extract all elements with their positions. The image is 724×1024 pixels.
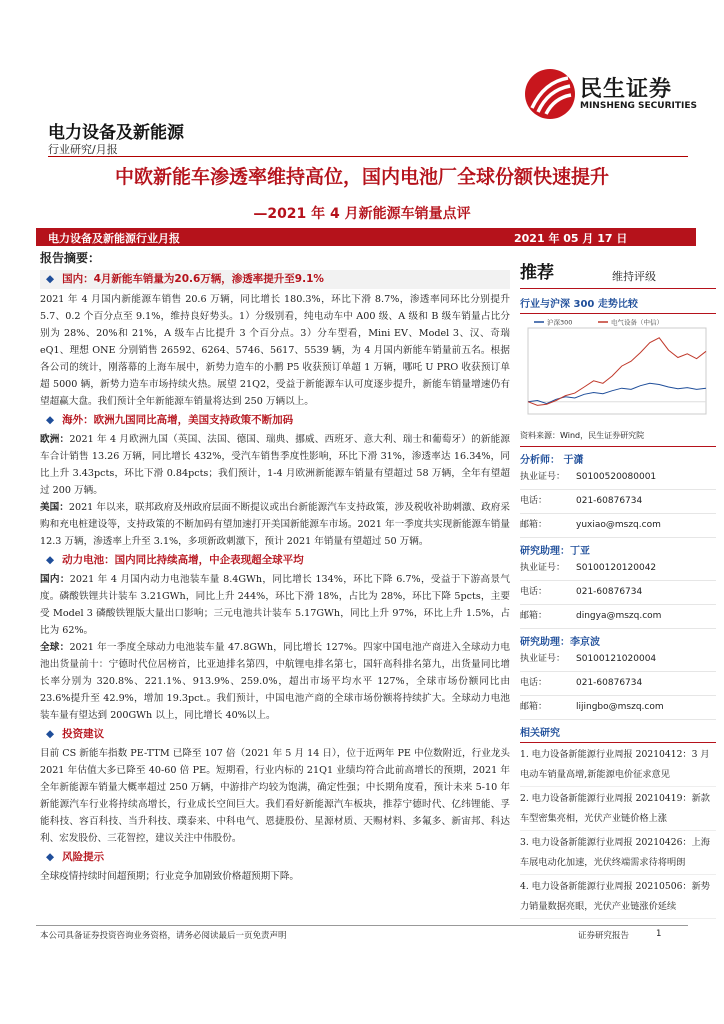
contact-value: S0100520080001 bbox=[576, 472, 657, 482]
contact-row bbox=[520, 514, 716, 538]
section-paragraph bbox=[40, 868, 510, 885]
contact-key: 电话： bbox=[520, 496, 548, 506]
paragraph-text: 2021 年 4 月国内新能源车销售 20.6 万辆，同比增长 180.3%，环比下滑 8.7%，渗透率同环比分别提升 5.7、0.2 个百分点至 9.1%，维持良好势头。1）分级别看，纯电动车中 A00 级、A 级和 B 级车销量占比分别为 28%、20%和 21%，A 级车占比提升 3 个百分点。3）分车型看，Mini EV、Model 3、汉、奇瑞 eQ1、理想 ONE 分别销售 26592、6264、5746、5617、5539 辆，为 4 月国内新能车销量前五名。根据各公司的统计，刚落幕的上海车展中，新势力造车的小鹏 P5 收获预订单超 1 万辆，哪吒 U PRO 收获预订单超 5000 辆，新势力造车市场持续火热。展望 21Q2，受益于新能源车认可度逐步提升，新能车销量增速仍有望超赢大盘。我们预计全年新能源车销量将达到 250 万辆以上。 bbox=[40, 294, 510, 407]
assistant-contact bbox=[520, 557, 716, 629]
paragraph-text: 全球疫情持续时间超预期；行业竞争加剧致价格超预期下降。 bbox=[40, 871, 300, 882]
analyst-heading bbox=[520, 451, 716, 466]
section-heading-text: 海外：欧洲九国同比高增，美国支持政策不断加码 bbox=[62, 414, 294, 426]
paragraph-text: 2021 年一季度全球动力电池装车量 47.8GWh，同比增长 127%。四家中国电池产商进入全球动力电池出货量前十：宁德时代位居榜首，比亚迪排名第四，中航锂电排名第七，国轩高科排名第九，出货量同比增长率分别为 320.8%、221.1%、913.9%、259.0%，超出市场平均水平 127%，全球市场份额同比由 23.6%提升至 42.9%，增加 19.3pct.。我们预计，中国电池产商的全球市场份额将持续扩大。全球动力电池装车量有望达到 200GWh 以上，同比增长 40%以上。 bbox=[40, 642, 510, 721]
related-report-link[interactable]: 2. 电力设备新能源行业周报 20210419：新款车型密集亮相，光伏产业链价格上涨 bbox=[520, 787, 716, 831]
contact-value[interactable]: dingya@mszq.com bbox=[576, 611, 662, 621]
paragraph-lead: 国内： bbox=[40, 574, 70, 585]
rating-block bbox=[520, 258, 716, 288]
contact-key: 邮箱： bbox=[520, 702, 548, 712]
section-heading-text: 投资建议 bbox=[62, 728, 105, 740]
logo-text-en: MINSHENG SECURITIES bbox=[580, 101, 697, 111]
diamond-bullet-icon: ◆ bbox=[46, 728, 55, 740]
paragraph-lead: 全球： bbox=[40, 642, 70, 653]
contact-key: 邮箱： bbox=[520, 611, 548, 621]
section-heading bbox=[40, 849, 510, 866]
contact-key: 电话： bbox=[520, 587, 548, 597]
contact-row bbox=[520, 581, 716, 605]
summary-column bbox=[40, 250, 510, 885]
summary-title: 报告摘要： bbox=[40, 251, 101, 265]
contact-row bbox=[520, 672, 716, 696]
rating-label: 维持评级 bbox=[612, 270, 656, 283]
chart-source: 资料来源：Wind，民生证券研究院 bbox=[520, 431, 645, 440]
contact-value: S0100120120042 bbox=[576, 563, 657, 573]
contact-row bbox=[520, 466, 716, 490]
diamond-bullet-icon: ◆ bbox=[46, 554, 55, 566]
contact-key: 执业证号： bbox=[520, 472, 566, 482]
assistant-contacts bbox=[520, 542, 716, 720]
summary-sections bbox=[40, 270, 510, 885]
contact-value: S0100121020004 bbox=[576, 654, 657, 664]
paragraph-text: 2021 年 4 月国内动力电池装车量 8.4GWh，同比增长 134%，环比下降 6.7%，受益于下游高景气度。磷酸铁锂共计装车 3.21GWh，同比上升 244%，环比下滑 18%，占比为 28%，环比下降 5pcts，主要受 Model 3 磷酸铁锂版大量出口影响；三元电池共计装车 5.17GWh，同比上升 97%，环比上升 1.5%，占比为 62%。 bbox=[40, 574, 511, 636]
section-heading bbox=[40, 552, 510, 569]
contact-row bbox=[520, 605, 716, 629]
minsheng-logo-icon bbox=[524, 68, 576, 120]
chart-title: 行业与沪深 300 走势比较 bbox=[520, 299, 638, 310]
sidebar-divider bbox=[520, 288, 716, 289]
section-paragraph bbox=[40, 499, 510, 550]
analyst-label: 分析师： bbox=[520, 455, 560, 466]
contact-row bbox=[520, 557, 716, 581]
banner-report-name: 电力设备及新能源行业月报 bbox=[48, 232, 180, 245]
performance-chart-svg bbox=[520, 314, 716, 426]
footer-divider bbox=[36, 925, 688, 926]
section-paragraph bbox=[40, 571, 510, 639]
contact-value: 021-60876734 bbox=[576, 496, 643, 506]
related-title: 相关研究 bbox=[520, 728, 560, 739]
contact-value: 021-60876734 bbox=[576, 587, 643, 597]
paragraph-lead: 欧洲： bbox=[40, 434, 70, 445]
source-divider bbox=[520, 446, 716, 447]
sector-name: 电力设备及新能源 bbox=[48, 123, 184, 143]
assistant-label: 研究助理： bbox=[520, 546, 570, 557]
section-paragraph bbox=[40, 431, 510, 499]
chart-legend-label: 电气设备（中信） bbox=[611, 318, 663, 327]
assistant-heading bbox=[520, 542, 716, 557]
diamond-bullet-icon: ◆ bbox=[46, 414, 55, 426]
contact-key: 执业证号： bbox=[520, 563, 566, 573]
related-list bbox=[520, 743, 716, 919]
section-paragraph bbox=[40, 745, 510, 847]
section-heading bbox=[40, 412, 510, 429]
contact-row bbox=[520, 696, 716, 720]
report-title: 中欧新能车渗透率维持高位，国内电池厂全球份额快速提升 bbox=[114, 166, 609, 188]
contact-value[interactable]: lijingbo@mszq.com bbox=[576, 702, 664, 712]
related-report-link[interactable]: 4. 电力设备新能源行业周报 20210506：新势力销量数据亮眼，光伏产业链涨价延续 bbox=[520, 875, 716, 919]
contact-value[interactable]: yuxiao@mszq.com bbox=[576, 520, 661, 530]
assistant-heading bbox=[520, 633, 716, 648]
assistant-name: 丁亚 bbox=[570, 546, 590, 557]
banner-date: 2021 年 05 月 17 日 bbox=[514, 232, 628, 245]
section-heading bbox=[40, 270, 510, 289]
diamond-bullet-icon: ◆ bbox=[46, 273, 55, 285]
contact-key: 邮箱： bbox=[520, 520, 548, 530]
related-report-link[interactable]: 3. 电力设备新能源行业周报 20210426：上海车展电动化加速，光伏终端需求待将明朗 bbox=[520, 831, 716, 875]
paragraph-text: 2021 年以来，联邦政府及州政府层面不断提议或出台新能源汽车支持政策，涉及税收补助刺激、政府采购和充电桩建设等，支持政策的不断加码有望加速打开美国新能源车市场。2021 年一季度共实现新能源车销量 12.3 万辆，渗透率上升至 3.1%，多项新政刺激下，预计 2021 年销量有望超过 50 万辆。 bbox=[40, 502, 511, 547]
assistant-label: 研究助理： bbox=[520, 637, 570, 648]
logo-text-cn: 民生证券 bbox=[580, 77, 673, 102]
page-number: 1 bbox=[656, 929, 662, 939]
performance-chart bbox=[520, 314, 716, 430]
section-heading-text: 动力电池：国内同比持续高增，中企表现超全球平均 bbox=[62, 554, 304, 566]
title-divider bbox=[48, 156, 688, 157]
section-paragraph bbox=[40, 639, 510, 724]
contact-key: 执业证号： bbox=[520, 654, 566, 664]
related-report-link[interactable]: 1. 电力设备新能源行业周报 20210412：3 月电动车销量高增,新能源电价征求意见 bbox=[520, 743, 716, 787]
report-banner bbox=[36, 228, 696, 246]
contact-value: 021-60876734 bbox=[576, 678, 643, 688]
recommend-label: 推荐 bbox=[520, 263, 554, 283]
chart-series-line-1 bbox=[528, 338, 706, 406]
chart-legend-label: 沪深300 bbox=[547, 318, 573, 327]
section-paragraph bbox=[40, 291, 510, 410]
analyst-name: 于潇 bbox=[563, 455, 584, 466]
footer-label: 证券研究报告 bbox=[578, 931, 630, 941]
sidebar bbox=[520, 258, 716, 919]
contact-key: 电话： bbox=[520, 678, 548, 688]
report-subtitle: —2021 年 4 月新能源车销量点评 bbox=[253, 206, 471, 222]
report-type: 行业研究/月报 bbox=[48, 143, 118, 156]
contact-row bbox=[520, 490, 716, 514]
section-heading bbox=[40, 726, 510, 743]
section-heading-text: 国内：4月新能车销量为20.6万辆，渗透率提升至9.1% bbox=[62, 273, 324, 285]
diamond-bullet-icon: ◆ bbox=[46, 851, 55, 863]
paragraph-text: 目前 CS 新能车指数 PE-TTM 已降至 107 倍（2021 年 5 月 14 日），位于近两年 PE 中位数附近，行业龙头 2021 年估值大多已降至 40-60 倍 PE。短期看，行业内标的 21Q1 业绩均符合此前高增长的预期，2021 年全年新能源车销量大概率超过 250 万辆，中游排产均较为饱满，确定性强；中长期角度看，预计未来 5-10 年新能源汽车行业将持续高增长，行业成长空间巨大。我们看好新能源汽车板块，推荐宁德时代、亿纬锂能、孚能科技、容百科技、当升科技、璞泰来、中科电气、恩捷股份、星源材质、天赐材料、多氟多、新宙邦、科达利、宏发股份、三花智控，建议关注中伟股份。 bbox=[40, 748, 510, 844]
paragraph-lead: 美国： bbox=[40, 502, 69, 513]
analyst-contact bbox=[520, 466, 716, 538]
paragraph-text: 2021 年 4 月欧洲九国（英国、法国、德国、瑞典、挪威、西班牙、意大利、瑞士和葡萄牙）的新能源车合计销售 13.26 万辆，同比增长 432%，受汽车销售季度性影响，环比下滑 31%，渗透率达 16.34%，同比上升 3.43pcts，环比下滑 0.84pcts；我们预计，1-4 月欧洲新能源车销量有望超过 58 万辆，全年有望超过 200 万辆。 bbox=[40, 434, 511, 496]
assistant-contact bbox=[520, 648, 716, 720]
section-heading-text: 风险提示 bbox=[62, 851, 105, 863]
footer-disclaimer: 本公司具备证券投资咨询业务资格，请务必阅读最后一页免责声明 bbox=[40, 931, 287, 941]
assistant-name: 李京波 bbox=[570, 637, 600, 648]
contact-row bbox=[520, 648, 716, 672]
